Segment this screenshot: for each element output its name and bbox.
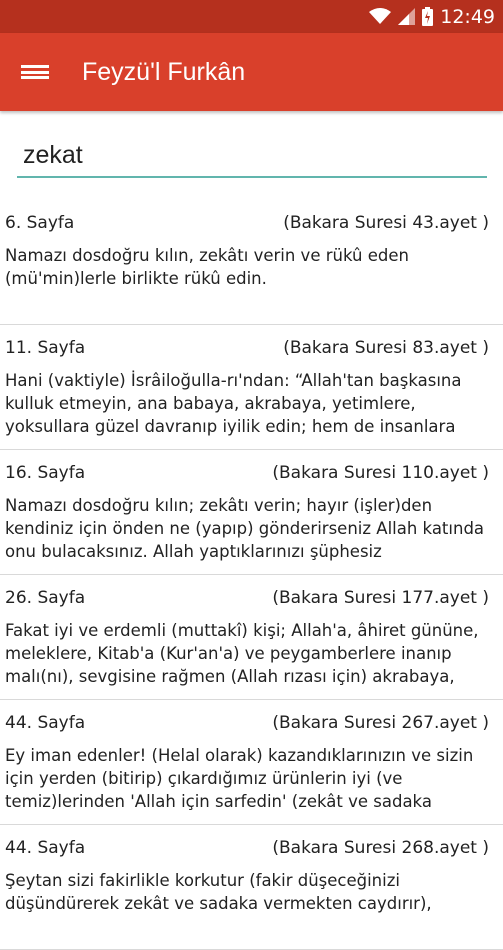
- search-field: [17, 130, 487, 178]
- result-reference: (Bakara Suresi 43.ayet ): [283, 213, 489, 233]
- result-item[interactable]: [0, 200, 503, 325]
- result-reference: (Bakara Suresi 110.ayet ): [272, 463, 489, 483]
- app-bar: [0, 33, 503, 111]
- result-text: Hani (vaktiyle) İsrâiloğulla-rı'ndan: “Allah'tan başkasına kulluk etmeyin, ana babaya, akrabaya, yetimlere, yoksullara güzel davranıp iyilik edin; hem de insanlara: [5, 371, 462, 436]
- result-item[interactable]: [0, 700, 503, 825]
- hamburger-menu-icon[interactable]: [21, 61, 49, 83]
- results-list: [0, 200, 503, 950]
- result-item[interactable]: [0, 575, 503, 700]
- result-reference: (Bakara Suresi 177.ayet ): [272, 588, 489, 608]
- result-item[interactable]: [0, 325, 503, 450]
- result-text: Ey iman edenler! (Helal olarak) kazandıklarınızın ve sizin için yerden (bitirip) çıkardığımız ürünlerin iyi (ve temiz)lerinden 'Allah için sarfedin' (zekât ve sadaka: [5, 746, 474, 811]
- result-item[interactable]: [0, 825, 503, 950]
- result-page: 26. Sayfa: [5, 588, 86, 608]
- signal-icon: [398, 8, 415, 25]
- status-bar: [0, 0, 503, 33]
- result-page: 44. Sayfa: [5, 838, 86, 858]
- result-page: 6. Sayfa: [5, 213, 75, 233]
- search-input[interactable]: [17, 130, 487, 174]
- wifi-icon: [369, 8, 391, 25]
- app-title: Feyzü'l Furkân: [82, 57, 246, 86]
- result-page: 16. Sayfa: [5, 463, 86, 483]
- result-text: Fakat iyi ve erdemli (muttakî) kişi; Allah'a, âhiret gününe, meleklere, Kitab'a (Kur'an'a) ve peygamberlere inanıp malı(nı), sevgisine rağmen (Allah rızası için) akrabaya,: [5, 621, 479, 686]
- battery-icon: [422, 7, 433, 26]
- result-reference: (Bakara Suresi 83.ayet ): [283, 338, 489, 358]
- result-reference: (Bakara Suresi 267.ayet ): [272, 713, 489, 733]
- result-text: Namazı dosdoğru kılın; zekâtı verin; hayır (işler)den kendiniz için önden ne (yapıp) gönderirseniz Allah katında onu bulacaksınız. Allah yaptıklarınızı şüphesiz: [5, 496, 485, 561]
- result-reference: (Bakara Suresi 268.ayet ): [272, 838, 489, 858]
- result-item[interactable]: [0, 450, 503, 575]
- result-page: 44. Sayfa: [5, 713, 86, 733]
- result-text: Namazı dosdoğru kılın, zekâtı verin ve rükû eden (mü'min)lerle birlikte rükû edin.: [5, 246, 409, 288]
- result-text: Şeytan sizi fakirlikle korkutur (fakir düşeceğinizi düşündürerek zekât ve sadaka vermekten caydırır),: [5, 871, 432, 913]
- status-time: 12:49: [440, 5, 495, 28]
- result-page: 11. Sayfa: [5, 338, 86, 358]
